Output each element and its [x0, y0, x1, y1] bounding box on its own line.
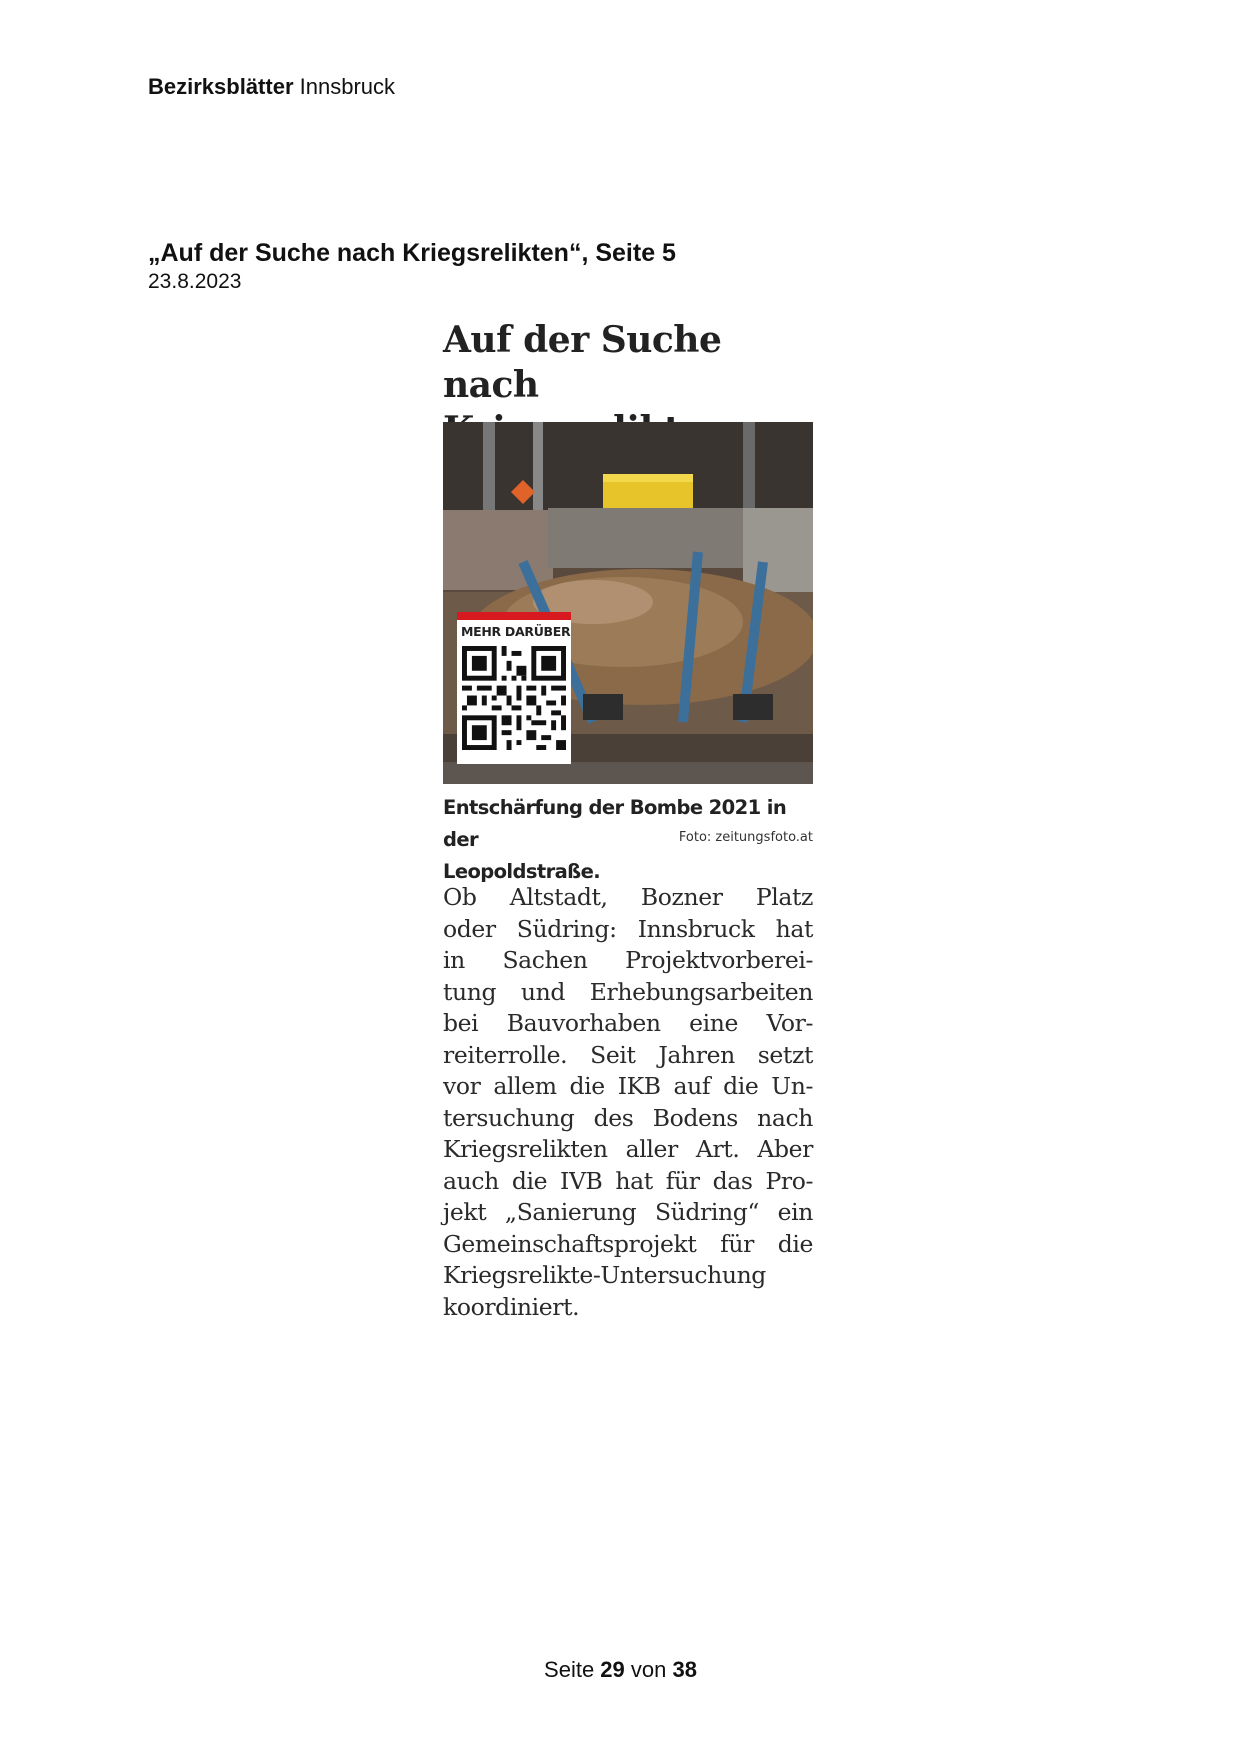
body-line: Ob Altstadt, Bozner Platz	[443, 883, 813, 911]
body-line: reiterrolle. Seit Jahren setzt	[443, 1040, 813, 1069]
document-title: „Auf der Suche nach Kriegsrelikten“, Seite 5	[148, 239, 676, 267]
article-photo	[443, 422, 813, 784]
body-line: vor allem die IKB auf die Un-	[443, 1072, 813, 1100]
body-line: tersuchung des Bodens nach	[443, 1103, 813, 1132]
headline-line-1: Auf der Suche nach	[443, 319, 722, 406]
publication-header	[148, 74, 395, 100]
brand-rest: Innsbruck	[293, 74, 396, 99]
footer-prefix: Seite	[544, 1657, 601, 1682]
body-line: Gemeinschaftsprojekt für die	[443, 1229, 813, 1258]
body-line: in Sachen Projektvorberei-	[443, 946, 813, 974]
body-line: jekt „Sanierung Südring“ ein	[443, 1198, 813, 1226]
article-clipping	[443, 318, 813, 1321]
photo-credit: Foto: zeitungsfoto.at	[678, 830, 813, 845]
body-line: oder Südring: Innsbruck hat	[443, 914, 813, 943]
brand-bold: Bezirksblätter	[148, 74, 294, 99]
document-date: 23.8.2023	[148, 270, 242, 293]
caption-line-2: Leopoldstraße.	[443, 860, 601, 883]
page-footer	[0, 1657, 1241, 1683]
body-line: Kriegsrelikten aller Art. Aber	[443, 1135, 813, 1163]
body-line: tung und Erhebungsarbeiten	[443, 977, 813, 1006]
body-line: auch die IVB hat für das Pro-	[443, 1166, 813, 1195]
footer-middle: von	[624, 1657, 673, 1682]
qr-code-icon[interactable]	[462, 646, 566, 750]
footer-page-total: 38	[672, 1657, 697, 1682]
article-body	[443, 882, 813, 1323]
body-line: Kriegsrelikte-Untersuchung	[443, 1261, 766, 1289]
body-line: bei Bauvorhaben eine Vor-	[443, 1009, 813, 1037]
body-line: koordiniert.	[443, 1292, 580, 1321]
footer-page-number: 29	[600, 1657, 625, 1682]
caption-line-1: Entschärfung der Bombe 2021 in der	[443, 796, 787, 851]
qr-code-box[interactable]	[457, 612, 571, 764]
qr-label: MEHR DARÜBER	[461, 624, 571, 639]
